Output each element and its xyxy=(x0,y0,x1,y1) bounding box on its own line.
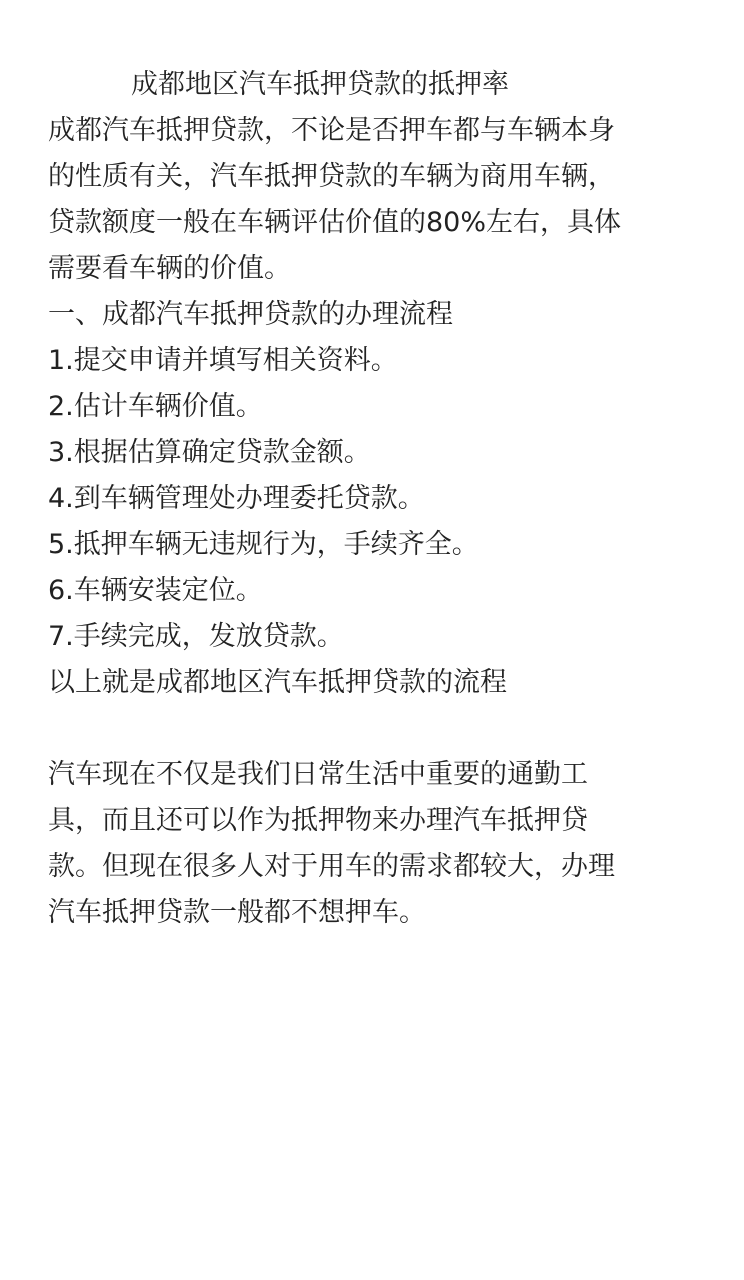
step-item: 6.车辆安装定位。 xyxy=(48,575,263,606)
document-body xyxy=(48,62,708,936)
closing-line: 汽车抵押贷款一般都不想押车。 xyxy=(48,897,426,928)
paragraph-spacer xyxy=(48,706,708,752)
intro-line: 需要看车辆的价值。 xyxy=(48,253,291,284)
steps-list xyxy=(48,338,708,660)
intro-line: 的性质有关，汽车抵押贷款的车辆为商用车辆， xyxy=(48,161,615,192)
step-item: 3.根据估算确定贷款金额。 xyxy=(48,437,371,468)
intro-line: 贷款额度一般在车辆评估价值的80%左右，具体 xyxy=(48,207,622,238)
step-item: 2.估计车辆价值。 xyxy=(48,391,263,422)
document-title: 成都地区汽车抵押贷款的抵押率 xyxy=(131,69,509,100)
closing-paragraph xyxy=(48,752,708,936)
step-item: 5.抵押车辆无违规行为，手续齐全。 xyxy=(48,529,479,560)
closing-line: 汽车现在不仅是我们日常生活中重要的通勤工 xyxy=(48,759,588,790)
step-item: 4.到车辆管理处办理委托贷款。 xyxy=(48,483,425,514)
closing-line: 具，而且还可以作为抵押物来办理汽车抵押贷 xyxy=(48,805,588,836)
closing-line: 款。但现在很多人对于用车的需求都较大，办理 xyxy=(48,851,615,882)
step-item: 1.提交申请并填写相关资料。 xyxy=(48,345,398,376)
intro-line: 成都汽车抵押贷款，不论是否押车都与车辆本身 xyxy=(48,115,615,146)
summary-line: 以上就是成都地区汽车抵押贷款的流程 xyxy=(48,667,507,698)
step-item: 7.手续完成，发放贷款。 xyxy=(48,621,344,652)
section-heading: 一、成都汽车抵押贷款的办理流程 xyxy=(48,299,453,330)
intro-paragraph xyxy=(48,108,708,292)
